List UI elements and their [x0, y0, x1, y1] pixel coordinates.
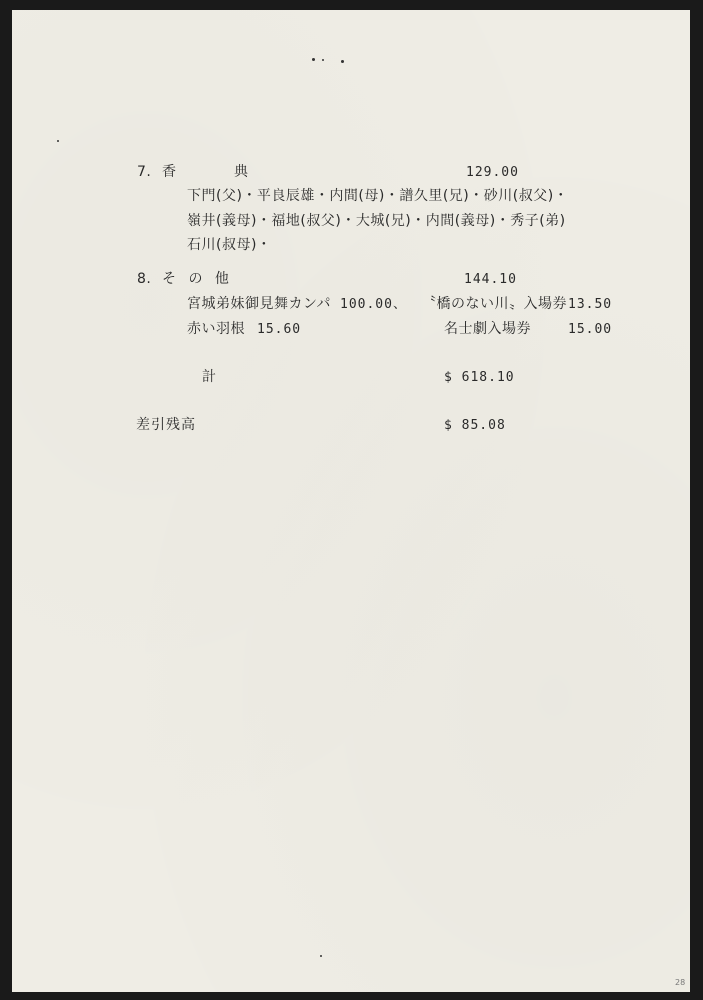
- balance-label: 差引残高: [136, 417, 196, 433]
- row2-left-label: 赤い羽根: [187, 321, 245, 337]
- document-page: [12, 10, 690, 992]
- balance-amount: $ 85.08: [444, 418, 506, 433]
- ink-speck: [57, 140, 59, 142]
- ink-speck: [312, 58, 315, 61]
- section7-number: 7.: [137, 164, 152, 180]
- row2-right-label: 名士劇入場券: [444, 321, 531, 337]
- row1-left-amount: 100.00、: [340, 297, 407, 312]
- row1-right-amount: 13.50: [568, 297, 613, 312]
- page-corner-mark: 28: [675, 978, 686, 987]
- row2-right-amount: 15.00: [568, 322, 613, 337]
- section7-line-1: 下門(父)・平良辰雄・内間(母)・譜久里(兄)・砂川(叔父)・: [187, 188, 569, 204]
- row2-left-amount: 15.60: [257, 322, 302, 337]
- section7-title: 香 典: [162, 164, 258, 180]
- section7-amount: 129.00: [466, 165, 519, 180]
- section7-line-2: 嶺井(義母)・福地(叔父)・大城(兄)・内間(義母)・秀子(弟): [187, 213, 566, 229]
- row1-right-label: 〝橋のない川〟入場券: [422, 296, 567, 312]
- total-amount: $ 618.10: [444, 370, 515, 385]
- section8-title: そ の 他: [162, 271, 233, 287]
- section7-line-3: 石川(叔母)・: [187, 237, 272, 253]
- section8-amount: 144.10: [464, 272, 517, 287]
- total-label: 計: [202, 369, 217, 385]
- ink-speck: [322, 59, 324, 61]
- row1-left-label: 宮城弟妹御見舞カンパ: [187, 296, 332, 312]
- ink-speck: [341, 60, 344, 63]
- ink-speck: [320, 955, 322, 957]
- section8-number: 8.: [137, 271, 152, 287]
